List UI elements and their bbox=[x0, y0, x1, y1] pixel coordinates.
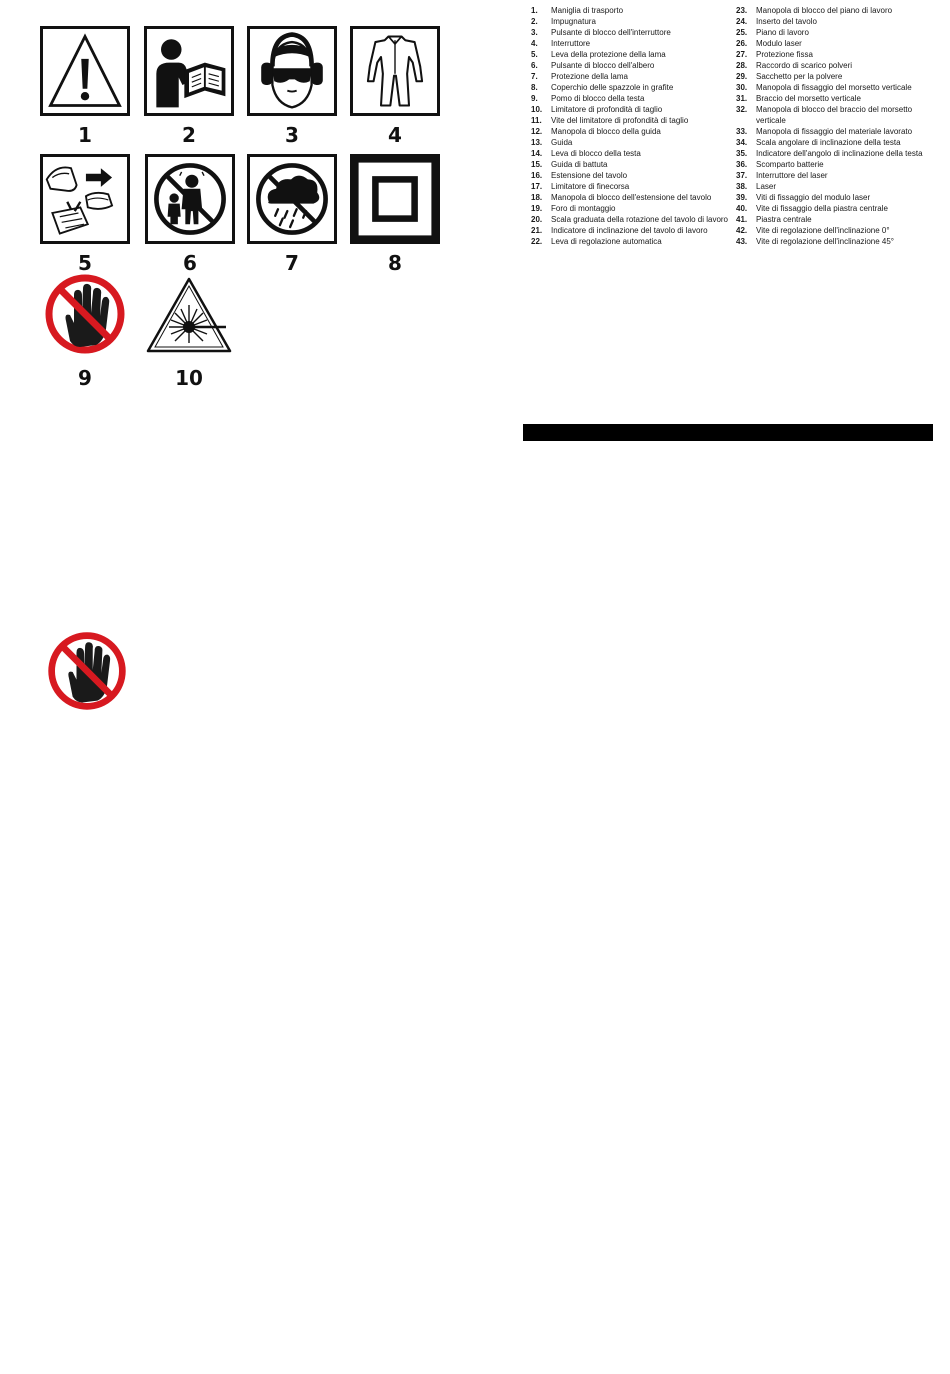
part-list-item bbox=[531, 93, 731, 104]
symbol-number: 8 bbox=[388, 251, 402, 275]
part-number: 32. bbox=[736, 105, 748, 114]
keep-children-away-icon bbox=[145, 154, 235, 244]
part-label: Guida bbox=[551, 138, 573, 147]
part-number: 43. bbox=[736, 237, 748, 246]
part-label: Scomparto batterie bbox=[756, 160, 824, 169]
part-label: Limitatore di finecorsa bbox=[551, 182, 630, 191]
symbol-number: 6 bbox=[183, 251, 197, 275]
part-number: 25. bbox=[736, 28, 748, 37]
part-list-item bbox=[531, 49, 731, 60]
laser-warning-icon bbox=[144, 271, 234, 361]
part-list-item bbox=[736, 27, 932, 38]
part-number: 26. bbox=[736, 39, 748, 48]
part-number: 36. bbox=[736, 160, 748, 169]
part-label: Sacchetto per la polvere bbox=[756, 72, 843, 81]
part-number: 31. bbox=[736, 94, 748, 103]
part-list-item bbox=[736, 159, 932, 170]
part-label: Inserto del tavolo bbox=[756, 17, 817, 26]
part-list-item bbox=[736, 82, 932, 93]
part-list-item bbox=[736, 126, 932, 137]
symbol-number: 4 bbox=[388, 123, 402, 147]
part-number: 1. bbox=[531, 6, 538, 15]
symbol-number: 2 bbox=[182, 123, 196, 147]
part-list-item bbox=[736, 236, 932, 247]
part-list-item bbox=[531, 82, 731, 93]
part-number: 24. bbox=[736, 17, 748, 26]
part-number: 20. bbox=[531, 215, 543, 224]
part-label: Manopola di blocco del piano di lavoro bbox=[756, 6, 893, 15]
part-number: 9. bbox=[531, 94, 538, 103]
part-number: 4. bbox=[531, 39, 538, 48]
part-list-item bbox=[736, 181, 932, 192]
part-number: 22. bbox=[531, 237, 543, 246]
part-number: 6. bbox=[531, 61, 538, 70]
part-number: 23. bbox=[736, 6, 748, 15]
part-list-item bbox=[531, 170, 731, 181]
part-label: Impugnatura bbox=[551, 17, 596, 26]
part-number: 42. bbox=[736, 226, 748, 235]
part-label: Foro di montaggio bbox=[551, 204, 616, 213]
part-label: Leva di blocco della testa bbox=[551, 149, 641, 158]
part-list-item bbox=[736, 38, 932, 49]
section-divider-bar bbox=[523, 424, 933, 441]
part-label: Pulsante di blocco dell'interruttore bbox=[551, 28, 671, 37]
part-label: Modulo laser bbox=[756, 39, 802, 48]
part-list-item bbox=[531, 27, 731, 38]
part-label: Vite di fissaggio della piastra centrale bbox=[756, 204, 888, 213]
no-hand-icon bbox=[44, 628, 130, 714]
part-list-item bbox=[736, 192, 932, 203]
part-list-item bbox=[736, 225, 932, 236]
part-label: Interruttore bbox=[551, 39, 591, 48]
part-list-item bbox=[531, 236, 731, 247]
no-rain-icon bbox=[247, 154, 337, 244]
part-number: 40. bbox=[736, 204, 748, 213]
part-label: Leva di regolazione automatica bbox=[551, 237, 662, 246]
symbol-number: 3 bbox=[285, 123, 299, 147]
part-number: 14. bbox=[531, 149, 543, 158]
part-list-item bbox=[531, 148, 731, 159]
warning-triangle-icon bbox=[40, 26, 130, 116]
part-label: Vite di regolazione dell'inclinazione 0° bbox=[756, 226, 890, 235]
part-label: Viti di fissaggio del modulo laser bbox=[756, 193, 871, 202]
part-list-item bbox=[736, 214, 932, 225]
part-number: 15. bbox=[531, 160, 543, 169]
part-list-item bbox=[531, 5, 731, 16]
symbol-number: 7 bbox=[285, 251, 299, 275]
part-number: 12. bbox=[531, 127, 543, 136]
part-label: Protezione della lama bbox=[551, 72, 628, 81]
double-insulation-icon bbox=[350, 154, 440, 244]
part-label: Indicatore di inclinazione del tavolo di lavoro bbox=[551, 226, 708, 235]
part-label: Vite del limitatore di profondità di taglio bbox=[551, 116, 689, 125]
part-list-item bbox=[736, 60, 932, 71]
part-label: Limitatore di profondità di taglio bbox=[551, 105, 663, 114]
part-label: Guida di battuta bbox=[551, 160, 608, 169]
part-list-item bbox=[531, 181, 731, 192]
ear-eye-protection-icon bbox=[247, 26, 337, 116]
part-list-item bbox=[531, 71, 731, 82]
part-label: Maniglia di trasporto bbox=[551, 6, 624, 15]
part-number: 33. bbox=[736, 127, 748, 136]
part-number: 16. bbox=[531, 171, 543, 180]
part-list-item bbox=[531, 203, 731, 214]
part-label: Scala graduata della rotazione del tavolo di lavoro bbox=[551, 215, 729, 224]
part-label: Laser bbox=[756, 182, 777, 191]
part-list-item bbox=[531, 214, 731, 225]
part-list-item bbox=[736, 148, 932, 159]
part-label: Pulsante di blocco dell'albero bbox=[551, 61, 655, 70]
part-list-item bbox=[736, 137, 932, 148]
part-list-item bbox=[531, 126, 731, 137]
part-label: Vite di regolazione dell'inclinazione 45° bbox=[756, 237, 895, 246]
part-list-item bbox=[531, 225, 731, 236]
part-list-item bbox=[736, 49, 932, 60]
part-label: Piastra centrale bbox=[756, 215, 812, 224]
part-list-item bbox=[736, 93, 932, 104]
part-list-item bbox=[531, 192, 731, 203]
part-number: 30. bbox=[736, 83, 748, 92]
part-number: 27. bbox=[736, 50, 748, 59]
part-number: 39. bbox=[736, 193, 748, 202]
part-list-item bbox=[736, 5, 932, 16]
read-manual-icon bbox=[144, 26, 234, 116]
part-label: Manopola di blocco dell'estensione del tavolo bbox=[551, 193, 712, 202]
part-label: Coperchio delle spazzole in grafite bbox=[551, 83, 674, 92]
part-number: 18. bbox=[531, 193, 543, 202]
part-label: Manopola di fissaggio del materiale lavorato bbox=[756, 127, 913, 136]
part-label: Manopola di blocco del braccio del morsetto verticale bbox=[756, 105, 913, 125]
part-list-item bbox=[531, 38, 731, 49]
part-number: 13. bbox=[531, 138, 543, 147]
part-number: 5. bbox=[531, 50, 538, 59]
part-number: 8. bbox=[531, 83, 538, 92]
part-label: Interruttore del laser bbox=[756, 171, 828, 180]
part-number: 34. bbox=[736, 138, 748, 147]
symbol-number: 1 bbox=[78, 123, 92, 147]
part-number: 3. bbox=[531, 28, 538, 37]
symbol-number: 5 bbox=[78, 251, 92, 275]
disposal-icon bbox=[40, 154, 130, 244]
part-number: 2. bbox=[531, 17, 538, 26]
parts-list-column-2 bbox=[736, 5, 932, 247]
part-number: 28. bbox=[736, 61, 748, 70]
part-label: Leva della protezione della lama bbox=[551, 50, 666, 59]
part-list-item bbox=[736, 71, 932, 82]
part-list-item bbox=[531, 104, 731, 115]
part-label: Estensione del tavolo bbox=[551, 171, 628, 180]
part-label: Braccio del morsetto verticale bbox=[756, 94, 861, 103]
part-number: 29. bbox=[736, 72, 748, 81]
part-list-item bbox=[736, 203, 932, 214]
part-list-item bbox=[531, 159, 731, 170]
protective-clothing-icon bbox=[350, 26, 440, 116]
part-number: 35. bbox=[736, 149, 748, 158]
symbol-number: 10 bbox=[175, 366, 203, 390]
part-list-item bbox=[736, 170, 932, 181]
parts-list-column-1 bbox=[531, 5, 731, 247]
part-number: 7. bbox=[531, 72, 538, 81]
part-label: Piano di lavoro bbox=[756, 28, 809, 37]
part-label: Scala angolare di inclinazione della testa bbox=[756, 138, 901, 147]
no-hand-icon bbox=[40, 271, 130, 361]
part-number: 37. bbox=[736, 171, 748, 180]
part-label: Pomo di blocco della testa bbox=[551, 94, 645, 103]
part-number: 10. bbox=[531, 105, 543, 114]
part-number: 19. bbox=[531, 204, 543, 213]
part-list-item bbox=[736, 104, 932, 126]
part-number: 17. bbox=[531, 182, 543, 191]
part-list-item bbox=[531, 16, 731, 27]
part-list-item bbox=[531, 60, 731, 71]
part-label: Manopola di blocco della guida bbox=[551, 127, 661, 136]
part-number: 21. bbox=[531, 226, 543, 235]
part-label: Indicatore dell'angolo di inclinazione della testa bbox=[756, 149, 923, 158]
part-label: Raccordo di scarico polveri bbox=[756, 61, 853, 70]
part-number: 11. bbox=[531, 116, 542, 125]
part-number: 38. bbox=[736, 182, 748, 191]
part-list-item bbox=[531, 115, 731, 126]
part-list-item bbox=[736, 16, 932, 27]
symbol-number: 9 bbox=[78, 366, 92, 390]
part-label: Protezione fissa bbox=[756, 50, 813, 59]
part-list-item bbox=[531, 137, 731, 148]
part-number: 41. bbox=[736, 215, 748, 224]
part-label: Manopola di fissaggio del morsetto verticale bbox=[756, 83, 912, 92]
